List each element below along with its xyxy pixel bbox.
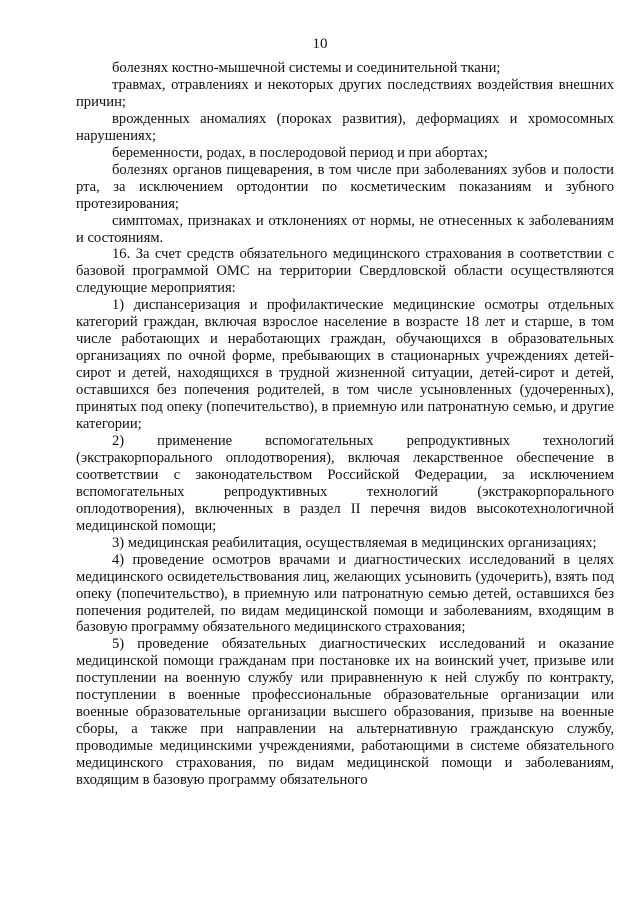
paragraph-symptoms: симптомах, признаках и отклонениях от нормы, не отнесенных к заболеваниям и состояниям. — [76, 212, 614, 246]
list-item-4-adoption-examinations: 4) проведение осмотров врачами и диагностических исследований в целях медицинского освидетельствования лиц, желающих усыновить (удочерить), взять под опеку (попечительство), в приемную или патронатную семью детей, оставшихся без попечения родителей, по видам медицинской помощи и заболеваниям, входящим в базовую программу обязательного медицинского страхования; — [76, 551, 614, 636]
list-item-3-rehabilitation: 3) медицинская реабилитация, осуществляемая в медицинских организациях; — [112, 534, 597, 551]
paragraph-injuries: травмах, отравлениях и некоторых других последствиях воздействия внешних причин; — [76, 76, 614, 110]
paragraph-digestive-diseases: болезнях органов пищеварения, в том числе при заболеваниях зубов и полости рта, за исключением ортодонтии по косметическим показаниям и зубного протезирования; — [76, 161, 614, 212]
list-item-2-reproductive-technologies: 2) применение вспомогательных репродуктивных технологий (экстракорпорального оплодотворения), включая лекарственное обеспечение в соответствии с законодательством Российской Федерации, за исключением вспомогательных репродуктивных технологий (экстракорпорального оплодотворения), включенных в раздел II перечня видов высокотехнологичной медицинской помощи; — [76, 432, 614, 534]
paragraph-congenital-anomalies: врожденных аномалиях (пороках развития), деформациях и хромосомных нарушениях; — [76, 110, 614, 144]
paragraph-pregnancy: беременности, родах, в послеродовой период и при абортах; — [112, 144, 488, 161]
list-item-5-military-registration: 5) проведение обязательных диагностических исследований и оказание медицинской помощи гражданам при постановке их на воинский учет, призыве или поступлении на военную службу или приравненную к ней службу по контракту, поступлении в военные профессиональные образовательные организации или военные образовательные организации высшего образования, призыве на военные сборы, а также при направлении на альтернативную гражданскую службу, проводимые медицинскими учреждениями, работающими в системе обязательного медицинского страхования, по видам медицинской помощи и заболеваниям, входящим в базовую программу обязательного — [76, 636, 614, 789]
paragraph-clause-16: 16. За счет средств обязательного медицинского страхования в соответствии с базовой программой ОМС на территории Свердловской области осуществляются следующие мероприятия: — [76, 246, 614, 297]
paragraph-musculoskeletal: болезнях костно-мышечной системы и соединительной ткани; — [112, 60, 501, 76]
document-body — [76, 60, 614, 789]
page-number: 10 — [312, 36, 328, 52]
list-item-1-medical-checkups: 1) диспансеризация и профилактические медицинские осмотры отдельных категорий граждан, включая взрослое население в возрасте 18 лет и старше, в том числе работающих и неработающих граждан, обучающихся в образовательных организациях по очной форме, пребывающих в стационарных учреждениях детей-сирот и детей, находящихся в трудной жизненной ситуации, детей-сирот и детей, оставшихся без попечения родителей, в том числе усыновленных (удочеренных), принятых под опеку (попечительство), в приемную или патронатную семью, и другие категории; — [76, 297, 614, 433]
